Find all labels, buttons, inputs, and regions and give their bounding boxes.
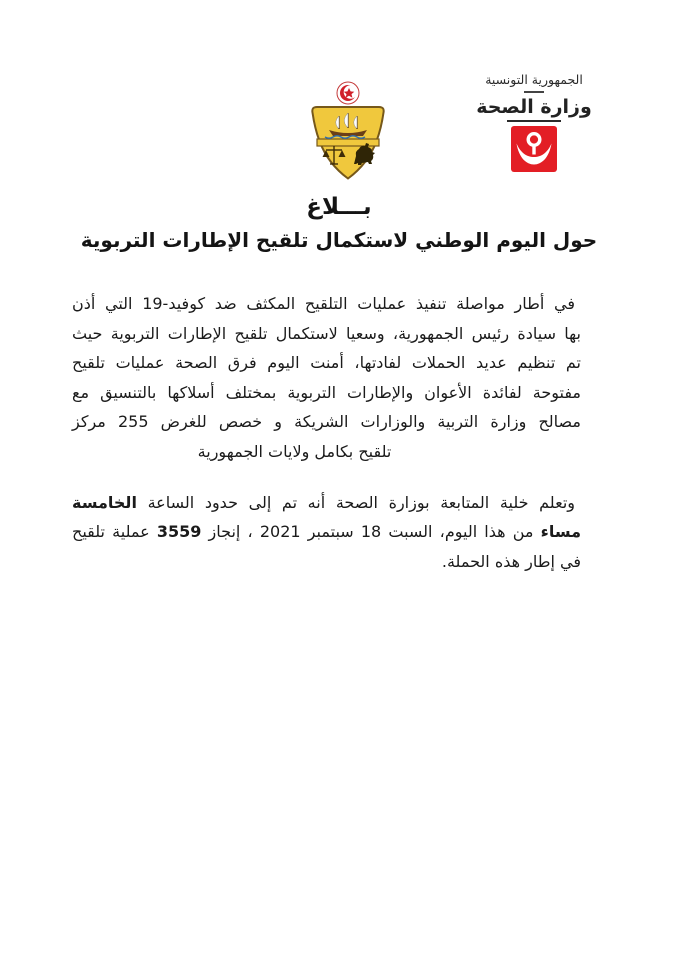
body-line	[72, 488, 581, 518]
body-line: في إطار هذه الحملة.	[441, 551, 581, 571]
body-line: تم تنظيم عديد الحملات لفادتها، أمنت اليوم فرق الصحة عمليات تلقيح	[72, 353, 581, 373]
ministry-title: وزارة الصحة	[476, 96, 592, 118]
title-block	[0, 192, 678, 254]
p2-text: عملية تلقيح	[72, 522, 157, 542]
ministry-of-health-logo-icon	[511, 126, 557, 172]
body-line: مفتوحة لفائدة الأعوان والإطارات التربوية بمختلف أسلاكها بالتنسيق مع	[72, 382, 581, 402]
ministry-header	[468, 72, 600, 172]
p2-text: من هذا اليوم، السبت 18 سبتمبر 2021 ، إنجاز	[201, 522, 541, 542]
communique-body	[72, 289, 581, 576]
body-line	[72, 517, 581, 547]
paragraph-2	[72, 488, 581, 577]
communique-subject: حول اليوم الوطني لاستكمال تلقيح الإطارات التربوية	[80, 228, 598, 252]
body-line: تلقيح بكامل ولايات الجمهورية	[197, 441, 392, 461]
paragraph-1	[72, 289, 581, 467]
p2-bold-evening: مساء	[540, 522, 582, 542]
body-line: في أطار مواصلة تنفيذ عمليات التلقيح المكثف ضد كوفيد-19 التي أذن	[72, 294, 575, 313]
republic-title: الجمهورية التونسية	[485, 72, 583, 87]
p2-bold-count: 3559	[156, 522, 202, 542]
tunisia-coat-of-arms-icon	[309, 80, 387, 186]
body-line: بها سيادة رئيس الجمهورية، وسعيا لاستكمال تلقيح الإطارات التربوية حيث	[72, 323, 581, 343]
p2-bold-hour: الخامسة	[72, 492, 137, 512]
p2-text: وتعلم خلية المتابعة بوزارة الصحة أنه تم إلى حدود الساعة	[136, 492, 575, 512]
communique-title: بـــلاغ	[306, 194, 372, 220]
body-line: مصالح وزارة التربية والوزارات الشريكة و خصص للغرض 255 مركز	[72, 412, 581, 432]
calligraphy-divider	[524, 91, 544, 93]
ministry-underline	[507, 120, 561, 122]
